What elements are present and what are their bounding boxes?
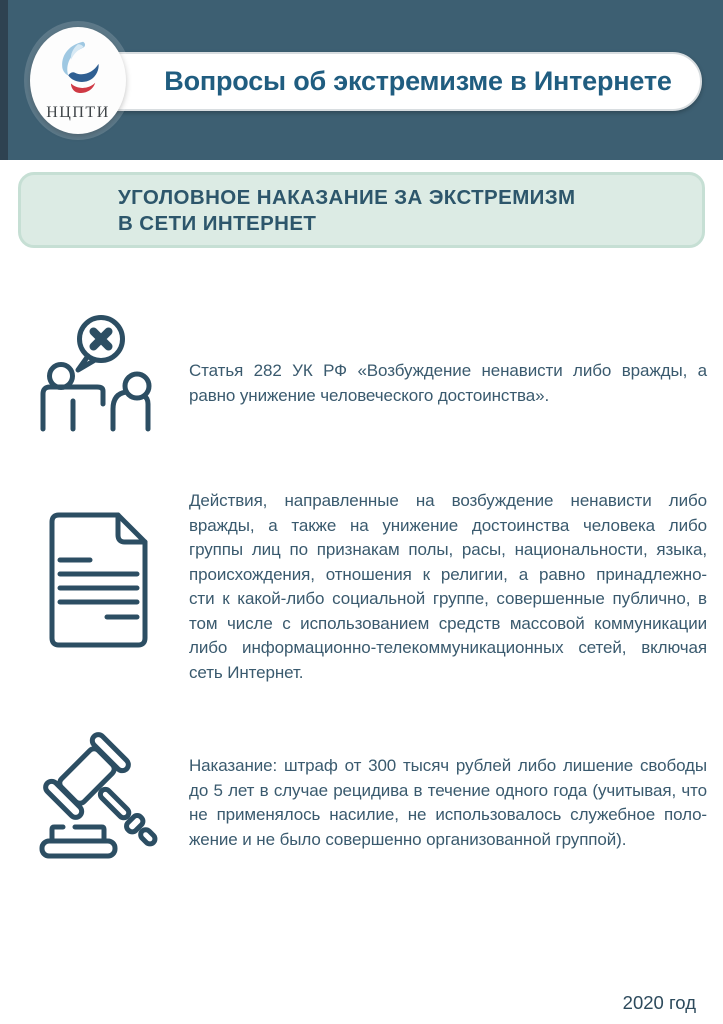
- page-title: Вопросы об экстремизме в Интернете: [164, 66, 672, 96]
- title-pill: [80, 52, 702, 111]
- ncpti-swoosh-icon: [46, 37, 110, 103]
- section-heading-banner: [18, 172, 705, 248]
- year-label: 2020 год: [622, 992, 696, 1013]
- document-icon: [30, 490, 180, 670]
- paragraph-line: либо информационно-телекоммуникационных сетей, включая: [189, 638, 707, 657]
- article-282-paragraph: [189, 359, 707, 408]
- header-band: [0, 0, 723, 160]
- actions-definition-paragraph: [189, 489, 707, 685]
- paragraph-line: равно унижение человеческого достоинства».: [189, 385, 550, 405]
- banner-line: УГОЛОВНОЕ НАКАЗАНИЕ ЗА ЭКСТРЕМИЗМ: [118, 186, 576, 209]
- paragraph-line: том числе с использованием средств массовой коммуникации: [189, 613, 707, 633]
- paragraph-line: вражды, а также на унижение достоинства человека либо: [189, 515, 707, 535]
- paragraph-line: Статья 282 УК РФ «Возбуждение ненависти либо вражды, а: [189, 361, 707, 380]
- ncpti-logo-label: НЦПТИ: [46, 104, 110, 121]
- paragraph-line: до 5 лет в случае рецидива в течение одного года (учитывая, что: [189, 780, 707, 800]
- paragraph-line: не применялось насилие, не использовалось служебное поло-: [189, 805, 707, 824]
- paragraph-line: происхождения, отношения к религии, а равно принадлежно-: [189, 564, 707, 584]
- punishment-paragraph: [189, 754, 707, 852]
- paragraph-line: сти к какой-либо социальной группе, совершенные публично, в: [189, 589, 707, 608]
- gavel-icon: [30, 730, 180, 880]
- banner-line: В СЕТИ ИНТЕРНЕТ: [118, 212, 317, 235]
- paragraph-line: Наказание: штраф от 300 тысяч рублей либо лишение свободы: [189, 756, 707, 775]
- paragraph-line: Действия, направленные на возбуждение ненависти либо: [189, 491, 707, 510]
- paragraph-line: группы лиц по признакам полы, расы, национальности, языка,: [189, 540, 707, 559]
- hate-speech-icon: [30, 290, 180, 450]
- paragraph-line: жение и не было совершенно организованной группой).: [189, 829, 627, 849]
- ncpti-logo: [30, 27, 126, 134]
- paragraph-line: сеть Интернет.: [189, 662, 304, 682]
